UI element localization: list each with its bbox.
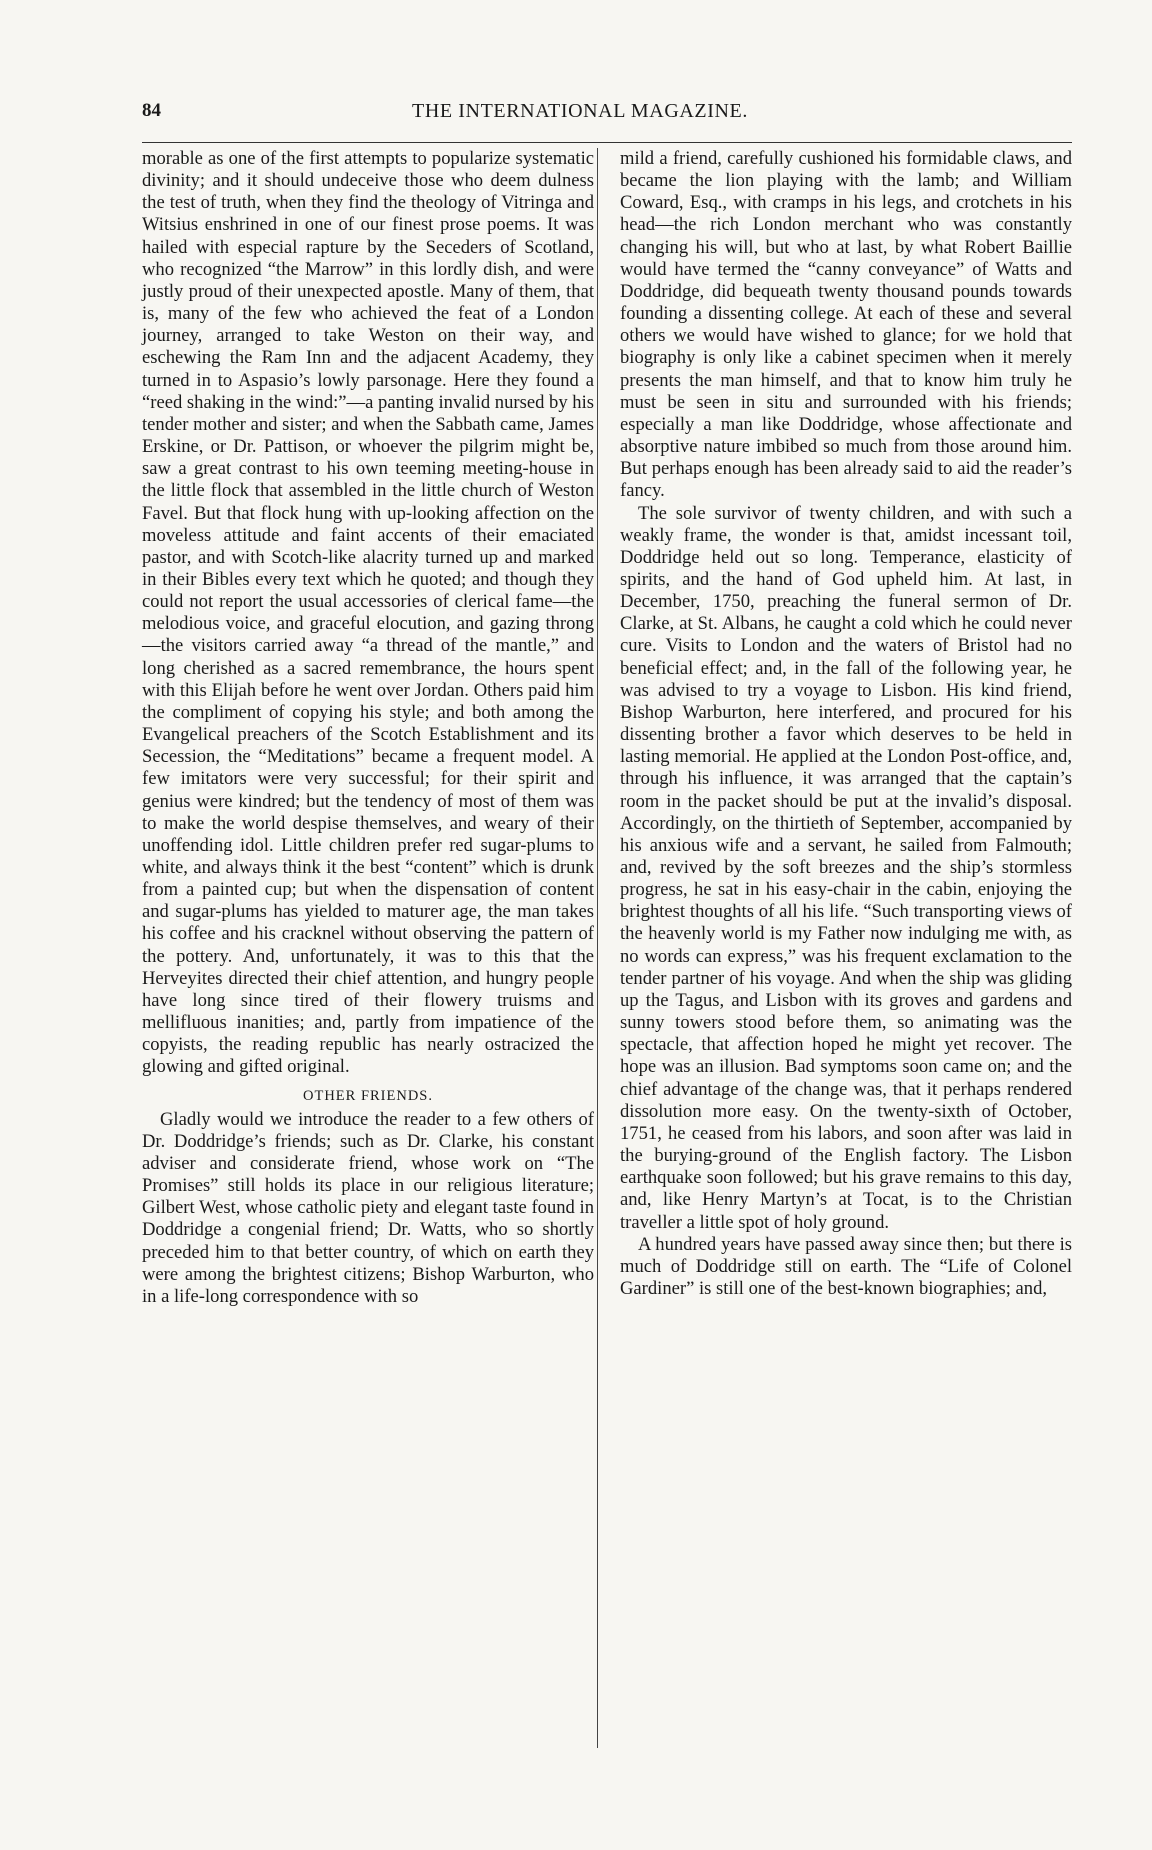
running-title: THE INTERNATIONAL MAGAZINE. (412, 100, 748, 122)
left-paragraph-2: Gladly would we introduce the reader to a few others of Dr. Doddridge’s friends; such as Dr. Clarke, his constant adviser and considerate friend, whose work on “The Promises” still holds its place in our religious literature; Gilbert West, whose catholic piety and elegant taste found in Doddridge a congenial friend; Dr. Watts, who so shortly preceded him to that better country, of which on earth they were among the brightest citizens; Bishop Warburton, who in a life-long correspondence with so (142, 1108, 594, 1307)
right-paragraph-1: mild a friend, carefully cushioned his formidable claws, and became the lion playing with the lamb; and William Coward, Esq., with cramps in his legs, and crotchets in his head—the rich London merchant who was constantly changing his will, but who at last, by what Robert Baillie would have termed the “canny conveyance” of Watts and Doddridge, did bequeath twenty thousand pounds towards founding a dissenting college. At each of these and several others we would have wished to glance; for we hold that biography is only like a cabinet specimen when it merely presents the man himself, and that to know him truly he must be seen in situ and surrounded with his friends; especially a man like Doddridge, whose affectionate and absorptive nature imbibed so much from those around him. But perhaps enough has been already said to aid the reader’s fancy. (620, 148, 1072, 502)
column-divider (597, 148, 598, 1748)
page-header (142, 100, 1072, 132)
left-column (142, 148, 594, 1308)
page-number: 84 (142, 100, 161, 121)
right-column (620, 148, 1072, 1300)
right-paragraph-3: A hundred years have passed away since then; but there is much of Doddridge still on earth. The “Life of Colonel Gardiner” is still one of the best-known biographies; and, (620, 1233, 1072, 1299)
left-paragraph-1: morable as one of the first attempts to popularize systematic divinity; and it should undeceive those who deem dulness the test of truth, when they find the theology of Vitringa and Witsius enshrined in one of our finest prose poems. It was hailed with especial rapture by the Seceders of Scotland, who recognized “the Marrow” in this lordly dish, and were justly proud of their unexpected apostle. Many of them, that is, many of the few who achieved the feat of a London journey, arranged to take Weston on their way, and eschewing the Ram Inn and the adjacent Academy, they turned in to Aspasio’s lowly parsonage. Here they found a “reed shaking in the wind:”—a panting invalid nursed by his tender mother and sister; and when the Sabbath came, James Erskine, or Dr. Pattison, or whoever the pilgrim might be, saw a great contrast to his own teeming meeting-house in the little flock that assembled in the little church of Weston Favel. But that flock hung with up-looking affection on the moveless attitude and faint accents of their emaciated pastor, and with Scotch-like alacrity turned up and marked in their Bibles every text which he quoted; and though they could not report the usual accessories of clerical fame—the melodious voice, and graceful elocution, and gazing throng—the visitors carried away “a thread of the mantle,” and long cherished as a sacred remembrance, the hours spent with this Elijah before he went over Jordan. Others paid him the compliment of copying his style; and both among the Evangelical preachers of the Scotch Establishment and its Secession, the “Meditations” became a frequent model. A few imitators were very successful; for their spirit and genius were kindred; but the tendency of most of them was to make the world despise themselves, and weary of their unoffending idol. Little children prefer red sugar-plums to white, and always think it the best “content” which is drunk from a painted cup; but when the dispensation of content and sugar-plums has yielded to maturer age, the man takes his coffee and his cracknel without observing the pattern of the pottery. And, unfortunately, it was to this that the Herveyites directed their chief attention, and hungry people have long since tired of their flowery truisms and mellifluous inanities; and, partly from impatience of the copyists, the reading republic has nearly ostracized the glowing and gifted original. (142, 148, 594, 1078)
section-heading: OTHER FRIENDS. (302, 1087, 433, 1104)
header-rule (142, 142, 1072, 143)
right-paragraph-2: The sole survivor of twenty children, and with such a weakly frame, the wonder is that, amidst incessant toil, Doddridge held out so long. Temperance, elasticity of spirits, and the hand of God upheld him. At last, in December, 1750, preaching the funeral sermon of Dr. Clarke, at St. Albans, he caught a cold which he could never cure. Visits to London and the waters of Bristol had no beneficial effect; and, in the fall of the following year, he was advised to try a voyage to Lisbon. His kind friend, Bishop Warburton, here interfered, and procured for his dissenting brother a favor which deserves to be held in lasting memorial. He applied at the London Post-office, and, through his influence, it was arranged that the captain’s room in the packet should be put at the invalid’s disposal. Accordingly, on the thirtieth of September, accompanied by his anxious wife and a servant, he sailed from Falmouth; and, revived by the soft breezes and the ship’s stormless progress, he sat in his easy-chair in the cabin, enjoying the brightest thoughts of all his life. “Such transporting views of the heavenly world is my Father now indulging me with, as no words can express,” was his frequent exclamation to the tender partner of his voyage. And when the ship was gliding up the Tagus, and Lisbon with its groves and gardens and sunny towers stood before them, so animating was the spectacle, that affection hoped he might yet recover. The hope was an illusion. Bad symptoms soon came on; and the chief advantage of the change was, that it perhaps rendered dissolution more easy. On the twenty-sixth of October, 1751, he ceased from his labors, and soon after was laid in the burying-ground of the English factory. The Lisbon earthquake soon followed; but his grave remains to this day, and, like Henry Martyn’s at Tocat, is to the Christian traveller a little spot of holy ground. (620, 502, 1072, 1233)
